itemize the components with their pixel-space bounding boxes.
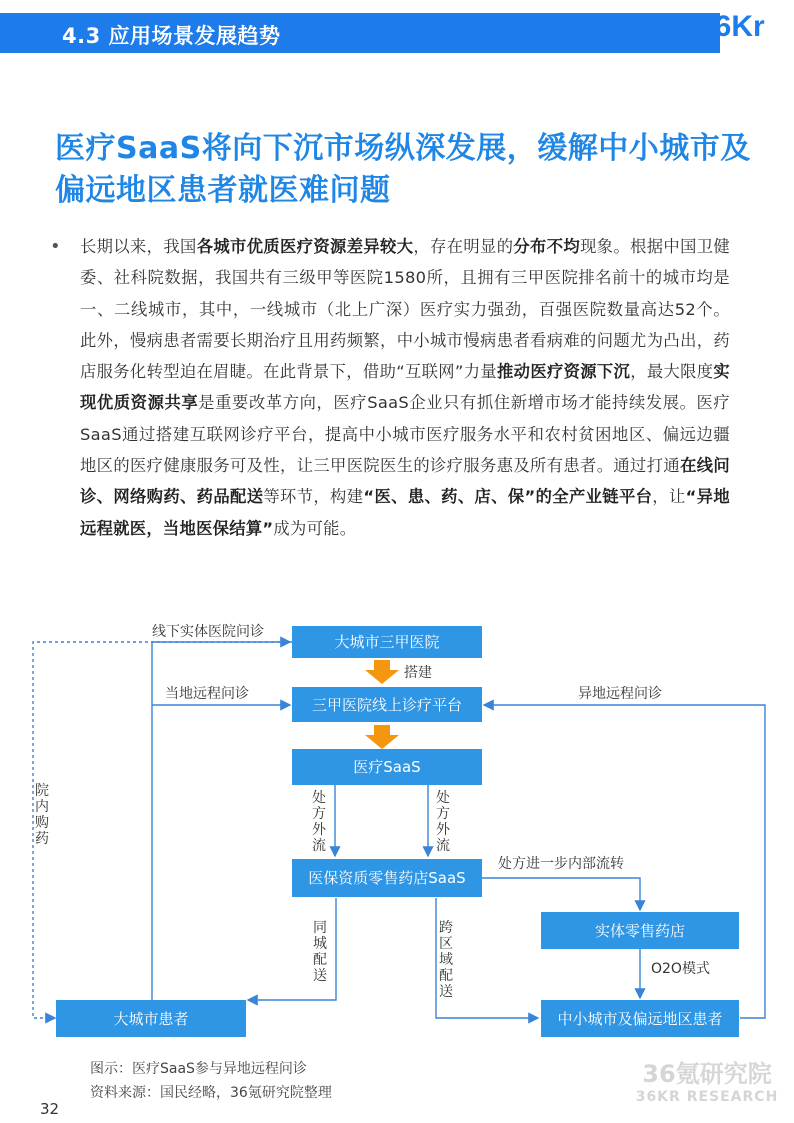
body-text-segment: ，让 <box>652 487 686 507</box>
brand-logo <box>698 6 794 54</box>
node-small-city-patient: 中小城市及偏远地区患者 <box>557 1010 723 1028</box>
section-title: 4.3 应用场景发展趋势 <box>62 24 281 48</box>
in-hospital-line <box>33 642 292 1018</box>
label-local-remote: 当地远程问诊 <box>165 686 249 702</box>
node-big-city-hospital: 大城市三甲医院 <box>334 633 440 651</box>
node-online-platform: 三甲医院线上诊疗平台 <box>311 696 463 714</box>
body-text-segment: 是重要改革方向，医疗SaaS企业只有抓住新增市场才能持续发展。医疗SaaS通过搭建互联网诊疗平台，提高中小城市医疗服务水平和农村贫困地区、偏远边疆地区的医疗健康服务可及性，让三甲医院医生的诊疗服务惠及所有患者。通过打通 <box>80 393 730 476</box>
emphasis-text: 实现优质资源共享 <box>80 362 730 413</box>
node-big-city-patient: 大城市患者 <box>113 1010 189 1028</box>
body-paragraph <box>80 231 730 544</box>
label-rx-outflow-1: 处方外流 <box>312 790 326 854</box>
body-text-segment: 现象。根据中国卫健委、社科院数据，我国共有三级甲等医院1580所，且拥有三甲医院排名前十的城市均是一、二线城市，其中，一线城市（北上广深）医疗实力强劲，百强医院数量高达52个。此外，慢病患者需要长期治疗且用药频繁，中小城市慢病患者看病难的问题尤为凸出，药店服务化转型迫在眉睫。在此背景下，借助“互联网”力量 <box>80 237 731 382</box>
logo-text: 36Kr <box>698 10 765 43</box>
label-o2o: O2O模式 <box>651 961 710 977</box>
bullet-marker: • <box>50 236 61 257</box>
emphasis-text: “异地远程就医，当地医保结算” <box>80 487 730 538</box>
label-build: 搭建 <box>404 665 432 681</box>
watermark-en: 36KR RESEARCH <box>635 1089 779 1105</box>
label-offline-visit: 线下实体医院问诊 <box>152 624 264 640</box>
body-text-segment: ，最大限度 <box>630 362 714 382</box>
label-in-hospital: 院内购药 <box>35 783 49 847</box>
page-title: 医疗SaaS将向下沉市场纵深发展，缓解中小城市及偏远地区患者就医难问题 <box>55 131 751 208</box>
emphasis-text: 分布不均 <box>513 237 581 256</box>
emphasis-text: 在线问诊、网络购药、药品配送 <box>80 456 730 507</box>
node-physical-pharmacy: 实体零售药店 <box>594 922 686 940</box>
flow-diagram <box>0 610 794 1040</box>
node-pharmacy-saas: 医保资质零售药店SaaS <box>308 869 466 887</box>
watermark <box>632 1060 782 1106</box>
body-text-segment: 长期以来，我国 <box>80 237 197 256</box>
label-internal-flow: 处方进一步内部流转 <box>498 856 624 872</box>
node-medical-saas: 医疗SaaS <box>353 758 421 776</box>
emphasis-text: 推动医疗资源下沉 <box>497 362 631 382</box>
page-number: 32 <box>40 1100 60 1118</box>
emphasis-text: 各城市优质医疗资源差异较大 <box>196 237 414 256</box>
label-remote-remote: 异地远程问诊 <box>578 686 662 702</box>
watermark-cn: 36氪研究院 <box>642 1060 772 1088</box>
label-cross-region: 跨区域配送 <box>439 920 453 1000</box>
internal-flow-line <box>482 878 640 910</box>
figure-caption: 图示：医疗SaaS参与异地远程问诊 <box>90 1061 307 1077</box>
emphasis-text: “医、患、药、店、保”的全产业链平台 <box>363 487 653 507</box>
build-arrow <box>365 660 399 684</box>
source-caption: 资料来源：国民经略，36氪研究院整理 <box>90 1085 332 1101</box>
body-text-segment: 等环节，构建 <box>263 487 364 507</box>
label-rx-outflow-2: 处方外流 <box>436 790 450 854</box>
saas-arrow <box>365 725 399 749</box>
body-text-segment: ，存在明显的 <box>413 237 514 256</box>
label-same-city: 同城配送 <box>313 920 327 984</box>
body-text-segment: 成为可能。 <box>273 518 357 538</box>
